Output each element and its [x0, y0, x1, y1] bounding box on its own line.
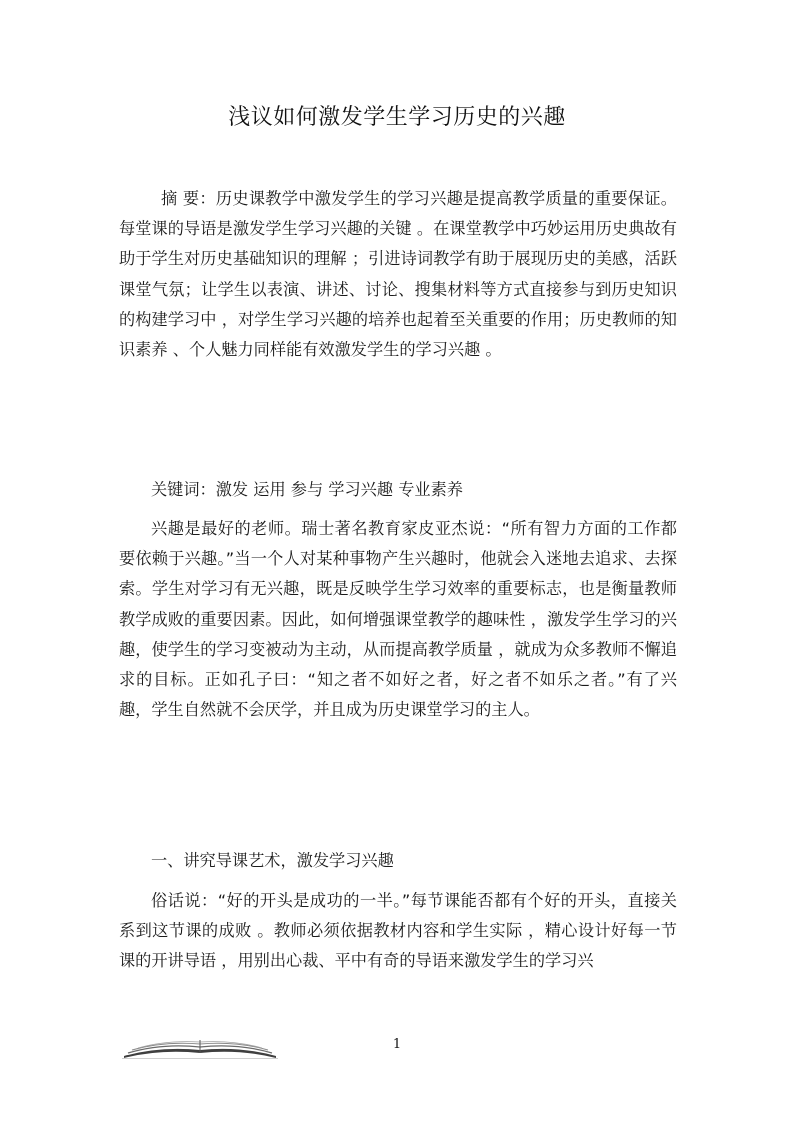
keywords-line: 关键词：激发 运用 参与 学习兴趣 专业素养 — [151, 480, 463, 499]
open-book-icon — [120, 1036, 280, 1060]
document-title: 浅议如何激发学生学习历史的兴趣 — [228, 105, 566, 130]
body-paragraph: 兴趣是最好的老师。瑞士著名教育家皮亚杰说：“所有智力方面的工作都要依赖于兴趣。”当一个人对某种事物产生兴趣时，他就会入迷地去追求、去探索。学生对学习有无兴趣，既是反映学生学习效率的重要标志，也是衡量教师教学成败的重要因素。因此，如何增强课堂教学的趣味性 ，激发学生学习的兴趣，使学生的学习变被动为主动，从而提高教学质量 ，就成为众多教师不懈追求的目标。正如孔子曰：“知之者不如好之者，好之者不如乐之者。”有了兴趣，学生自然就不会厌学，并且成为历史课堂学习的主人。 — [119, 519, 677, 720]
page-number: 1 — [392, 1037, 402, 1052]
abstract-paragraph: 摘 要：历史课教学中激发学生的学习兴趣是提高教学质量的重要保证。每堂课的导语是激发学生学习兴趣的关键 。在课堂教学中巧妙运用历史典故有助于学生对历史基础知识的理解 ；引进诗词教学有助于展现历史的美感，活跃课堂气氛；让学生以表演、讲述、讨论、搜集材料等方式直接参与到历史知识的构建学习中 ，对学生学习兴趣的培养也起着至关重要的作用；历史教师的知识素养 、个人魅力同样能有效激发学生的学习兴趣 。 — [119, 189, 677, 360]
section-heading: 一、讲究导课艺术，激发学习兴趣 — [151, 851, 394, 870]
body-paragraph: 俗话说：“好的开头是成功的一半。”每节课能否都有个好的开头，直接关系到这节课的成败 。教师必须依据教材内容和学生实际 ，精心设计好每一节课的开讲导语 ，用别出心裁、平中有奇的导语来激发学生的学习兴 — [119, 891, 677, 971]
